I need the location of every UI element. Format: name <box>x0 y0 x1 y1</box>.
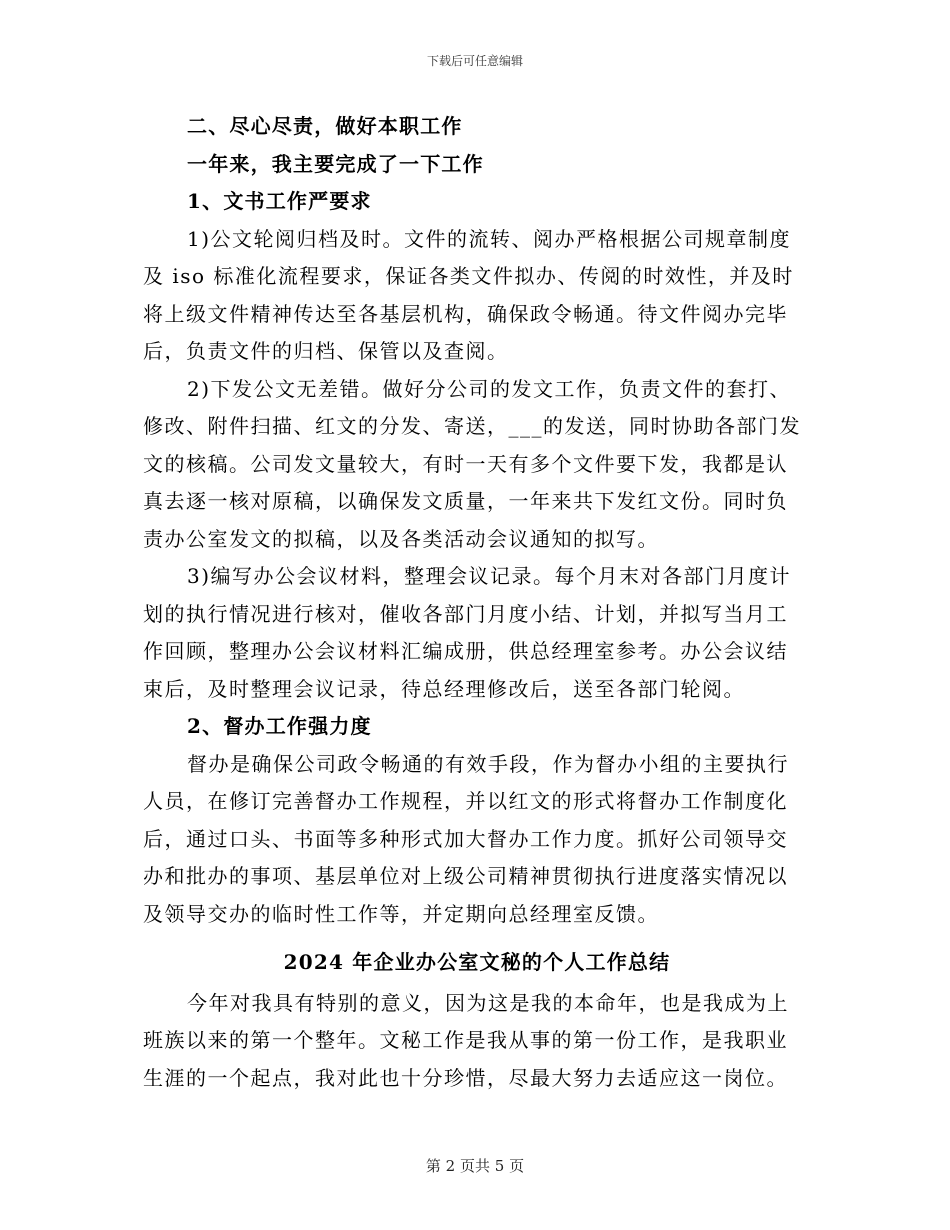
document-body <box>143 108 811 1097</box>
paragraph-line: 2)下发公文无差错。做好分公司的发文工作，负责文件的套打、 <box>187 376 792 401</box>
paragraph-line: 作回顾，整理办公会议材料汇编成册，供总经理室参考。办公会议结 <box>143 639 788 663</box>
paragraph-line: 督办是确保公司政令畅通的有效手段，作为督办小组的主要执行 <box>187 751 789 776</box>
paragraph-line: 3)编写办公会议材料，整理会议记录。每个月末对各部门月度计 <box>187 564 792 588</box>
paragraph-line: 后，通过口头、书面等多种形式加大督办工作力度。抓好公司领导交 <box>143 826 788 851</box>
section-intro-heading: 一年来，我主要完成了一下工作 <box>187 151 484 176</box>
paragraph-line: 将上级文件精神传达至各基层机构，确保政令畅通。待文件阅办完毕 <box>143 301 788 326</box>
subsection-heading-2: 2、督办工作强力度 <box>187 714 372 738</box>
paragraph-line: 划的执行情况进行核对，催收各部门月度小结、计划，并拟写当月工 <box>143 601 788 626</box>
paragraph-line: 文的核稿。公司发文量较大，有时一天有多个文件要下发，我都是认 <box>143 451 788 476</box>
paragraph-line: 人员，在修订完善督办工作规程，并以红文的形式将督办工作制度化 <box>143 789 788 813</box>
paragraph-line: 办和批办的事项、基层单位对上级公司精神贯彻执行进度落实情况以 <box>143 864 788 888</box>
paragraph-line: 生涯的一个起点，我对此也十分珍惜，尽最大努力去适应这一岗位。 <box>143 1065 788 1090</box>
paragraph-4 <box>143 746 811 934</box>
page-header: 下载后可任意编辑 <box>426 54 523 68</box>
intro-paragraph <box>143 985 811 1098</box>
paragraph-line: 责办公室发文的拟稿，以及各类活动会议通知的拟写。 <box>143 526 659 551</box>
paragraph-line: 真去逐一核对原稿，以确保发文质量，一年来共下发红文份。同时负 <box>143 489 788 513</box>
paragraph-line: 后，负责文件的归档、保管以及查阅。 <box>143 339 509 363</box>
paragraph-2 <box>143 371 811 559</box>
paragraph-line: 1)公文轮阅归档及时。文件的流转、阅办严格根据公司规章制度 <box>187 226 792 251</box>
paragraph-line: 束后，及时整理会议记录，待总经理修改后，送至各部门轮阅。 <box>143 676 745 701</box>
document-title: 2024 年企业办公室文秘的个人工作总结 <box>283 950 671 974</box>
paragraph-line: 及领导交办的临时性工作等，并定期向总经理室反馈。 <box>143 901 659 926</box>
subsection-heading-1: 1、文书工作严要求 <box>187 189 372 213</box>
paragraph-line: 班族以来的第一个整年。文秘工作是我从事的第一份工作，是我职业 <box>143 1028 788 1052</box>
paragraph-1 <box>143 221 811 371</box>
paragraph-line: 及 iso 标准化流程要求，保证各类文件拟办、传阅的时效性，并及时 <box>143 264 794 288</box>
paragraph-3 <box>143 558 811 708</box>
page-number: 第 2 页共 5 页 <box>425 1157 525 1175</box>
paragraph-line: 修改、附件扫描、红文的分发、寄送，___的发送，同时协助各部门发 <box>143 414 801 438</box>
paragraph-line: 今年对我具有特别的意义，因为这是我的本命年，也是我成为上 <box>187 990 789 1015</box>
section-heading: 二、尽心尽责，做好本职工作 <box>187 114 463 138</box>
